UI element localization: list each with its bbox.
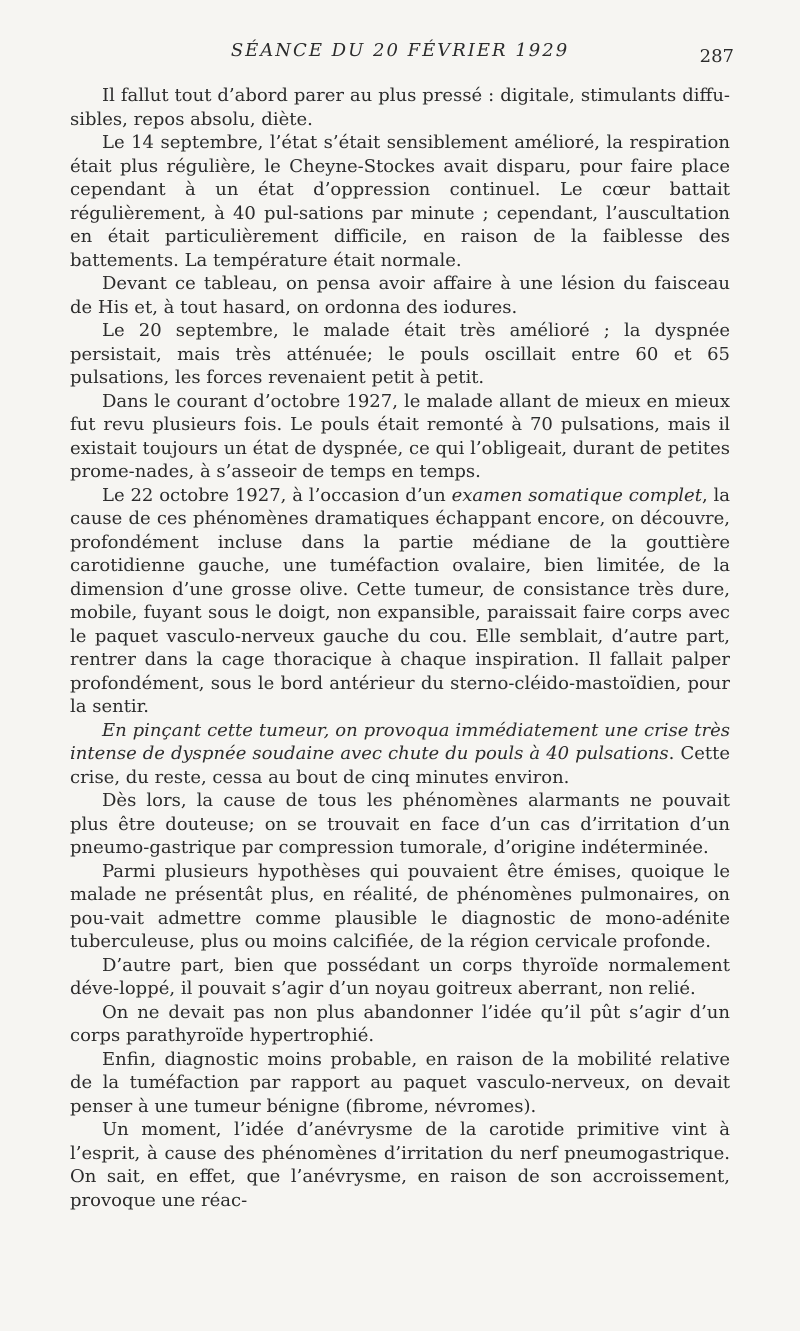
body-text [70,84,730,1212]
text-run: Il fallut tout d’abord parer au plus pressé : digitale, stimulants diffu-sibles, repos absolu, diète. [70,85,730,130]
text-run: , la cause de ces phénomènes dramatiques échappant encore, on découvre, profondément incluse dans la partie médiane de la gouttière carotidienne gauche, une tuméfaction ovalaire, bien limitée, de la dimension d’une grosse olive. Cette tumeur, de consistance très dure, mobile, fuyant sous le doigt, non expansible, paraissait faire corps avec le paquet vasculo-nerveux gauche du cou. Elle semblait, d’autre part, rentrer dans la cage thoracique à chaque inspiration. Il fallait palper profondément, sous le bord antérieur du sterno-cléido-mastoïdien, pour la sentir. [70,484,731,717]
paragraph [70,272,730,319]
paragraph [70,319,730,390]
paragraph [70,1001,730,1048]
text-run: Le 22 octobre 1927, à l’occasion d’un [102,484,452,506]
paragraph [70,860,730,954]
text-run: On ne devait pas non plus abandonner l’idée qu’il pût s’agir d’un corps parathyroïde hypertrophié. [70,1001,730,1046]
running-header [70,40,734,76]
text-run: Devant ce tableau, on pensa avoir affaire à une lésion du faisceau de His et, à tout hasard, on ordonna des iodures. [70,273,730,318]
text-run: Un moment, l’idée d’anévrysme de la carotide primitive vint à l’esprit, à cause des phénomènes d’irritation du nerf pneumogastrique. On sait, en effet, que l’anévrysme, en raison de son accroissement, provoque une réac- [70,1119,730,1211]
text-run: Parmi plusieurs hypothèses qui pouvaient être émises, quoique le malade ne présentât plus, en réalité, de phénomènes pulmonaires, on pou-vait admettre comme plausible le diagnostic de mono-adénite tuberculeuse, plus ou moins calcifiée, de la région cervicale profonde. [70,860,730,952]
paragraph [70,719,730,790]
paragraph [70,954,730,1001]
text-run: Dès lors, la cause de tous les phénomènes alarmants ne pouvait plus être douteuse; on se trouvait en face d’un cas d’irritation d’un pneumo-gastrique par compression tumorale, d’origine indéterminée. [70,790,730,858]
paragraph [70,84,730,131]
italic-text-run: examen somatique complet [451,484,702,506]
paragraph [70,1048,730,1119]
paragraph [70,484,730,719]
running-title: SÉANCE DU 20 FÉVRIER 1929 [230,40,570,61]
paragraph [70,789,730,860]
text-run: Enfin, diagnostic moins probable, en raison de la mobilité relative de la tuméfaction par rapport au paquet vasculo-nerveux, on devait penser à une tumeur bénigne (fibrome, névromes). [70,1048,730,1117]
paragraph [70,390,730,484]
text-run: Le 14 septembre, l’état s’était sensiblement amélioré, la respiration était plus régulière, le Cheyne-Stockes avait disparu, pour faire place cependant à un état d’oppression continuel. Le cœur battait régulièrement, à 40 pul-sations par minute ; cependant, l’auscultation en était particulièrement difficile, en raison de la faiblesse des battements. La température était normale. [70,132,730,271]
text-run: Dans le courant d’octobre 1927, le malade allant de mieux en mieux fut revu plusieurs fois. Le pouls était remonté à 70 pulsations, mais il existait toujours un état de dyspnée, ce qui l’obligeait, durant de petites prome-nades, à s’asseoir de temps en temps. [70,390,730,482]
text-run: Le 20 septembre, le malade était très amélioré ; la dyspnée persistait, mais très atténuée; le pouls oscillait entre 60 et 65 pulsations, les forces revenaient petit à petit. [70,320,730,388]
page-number: 287 [699,46,734,67]
paragraph [70,1118,730,1212]
text-run: D’autre part, bien que possédant un corps thyroïde normalement déve-loppé, il pouvait s’agir d’un noyau goitreux aberrant, non relié. [70,954,730,999]
text-run: . Cette crise, du reste, cessa au bout de cinq minutes environ. [70,743,730,788]
italic-text-run: En pinçant cette tumeur, on provoqua immédiatement une crise très intense de dyspnée soudaine avec chute du pouls à 40 pulsations [70,719,730,764]
paragraph [70,131,730,272]
